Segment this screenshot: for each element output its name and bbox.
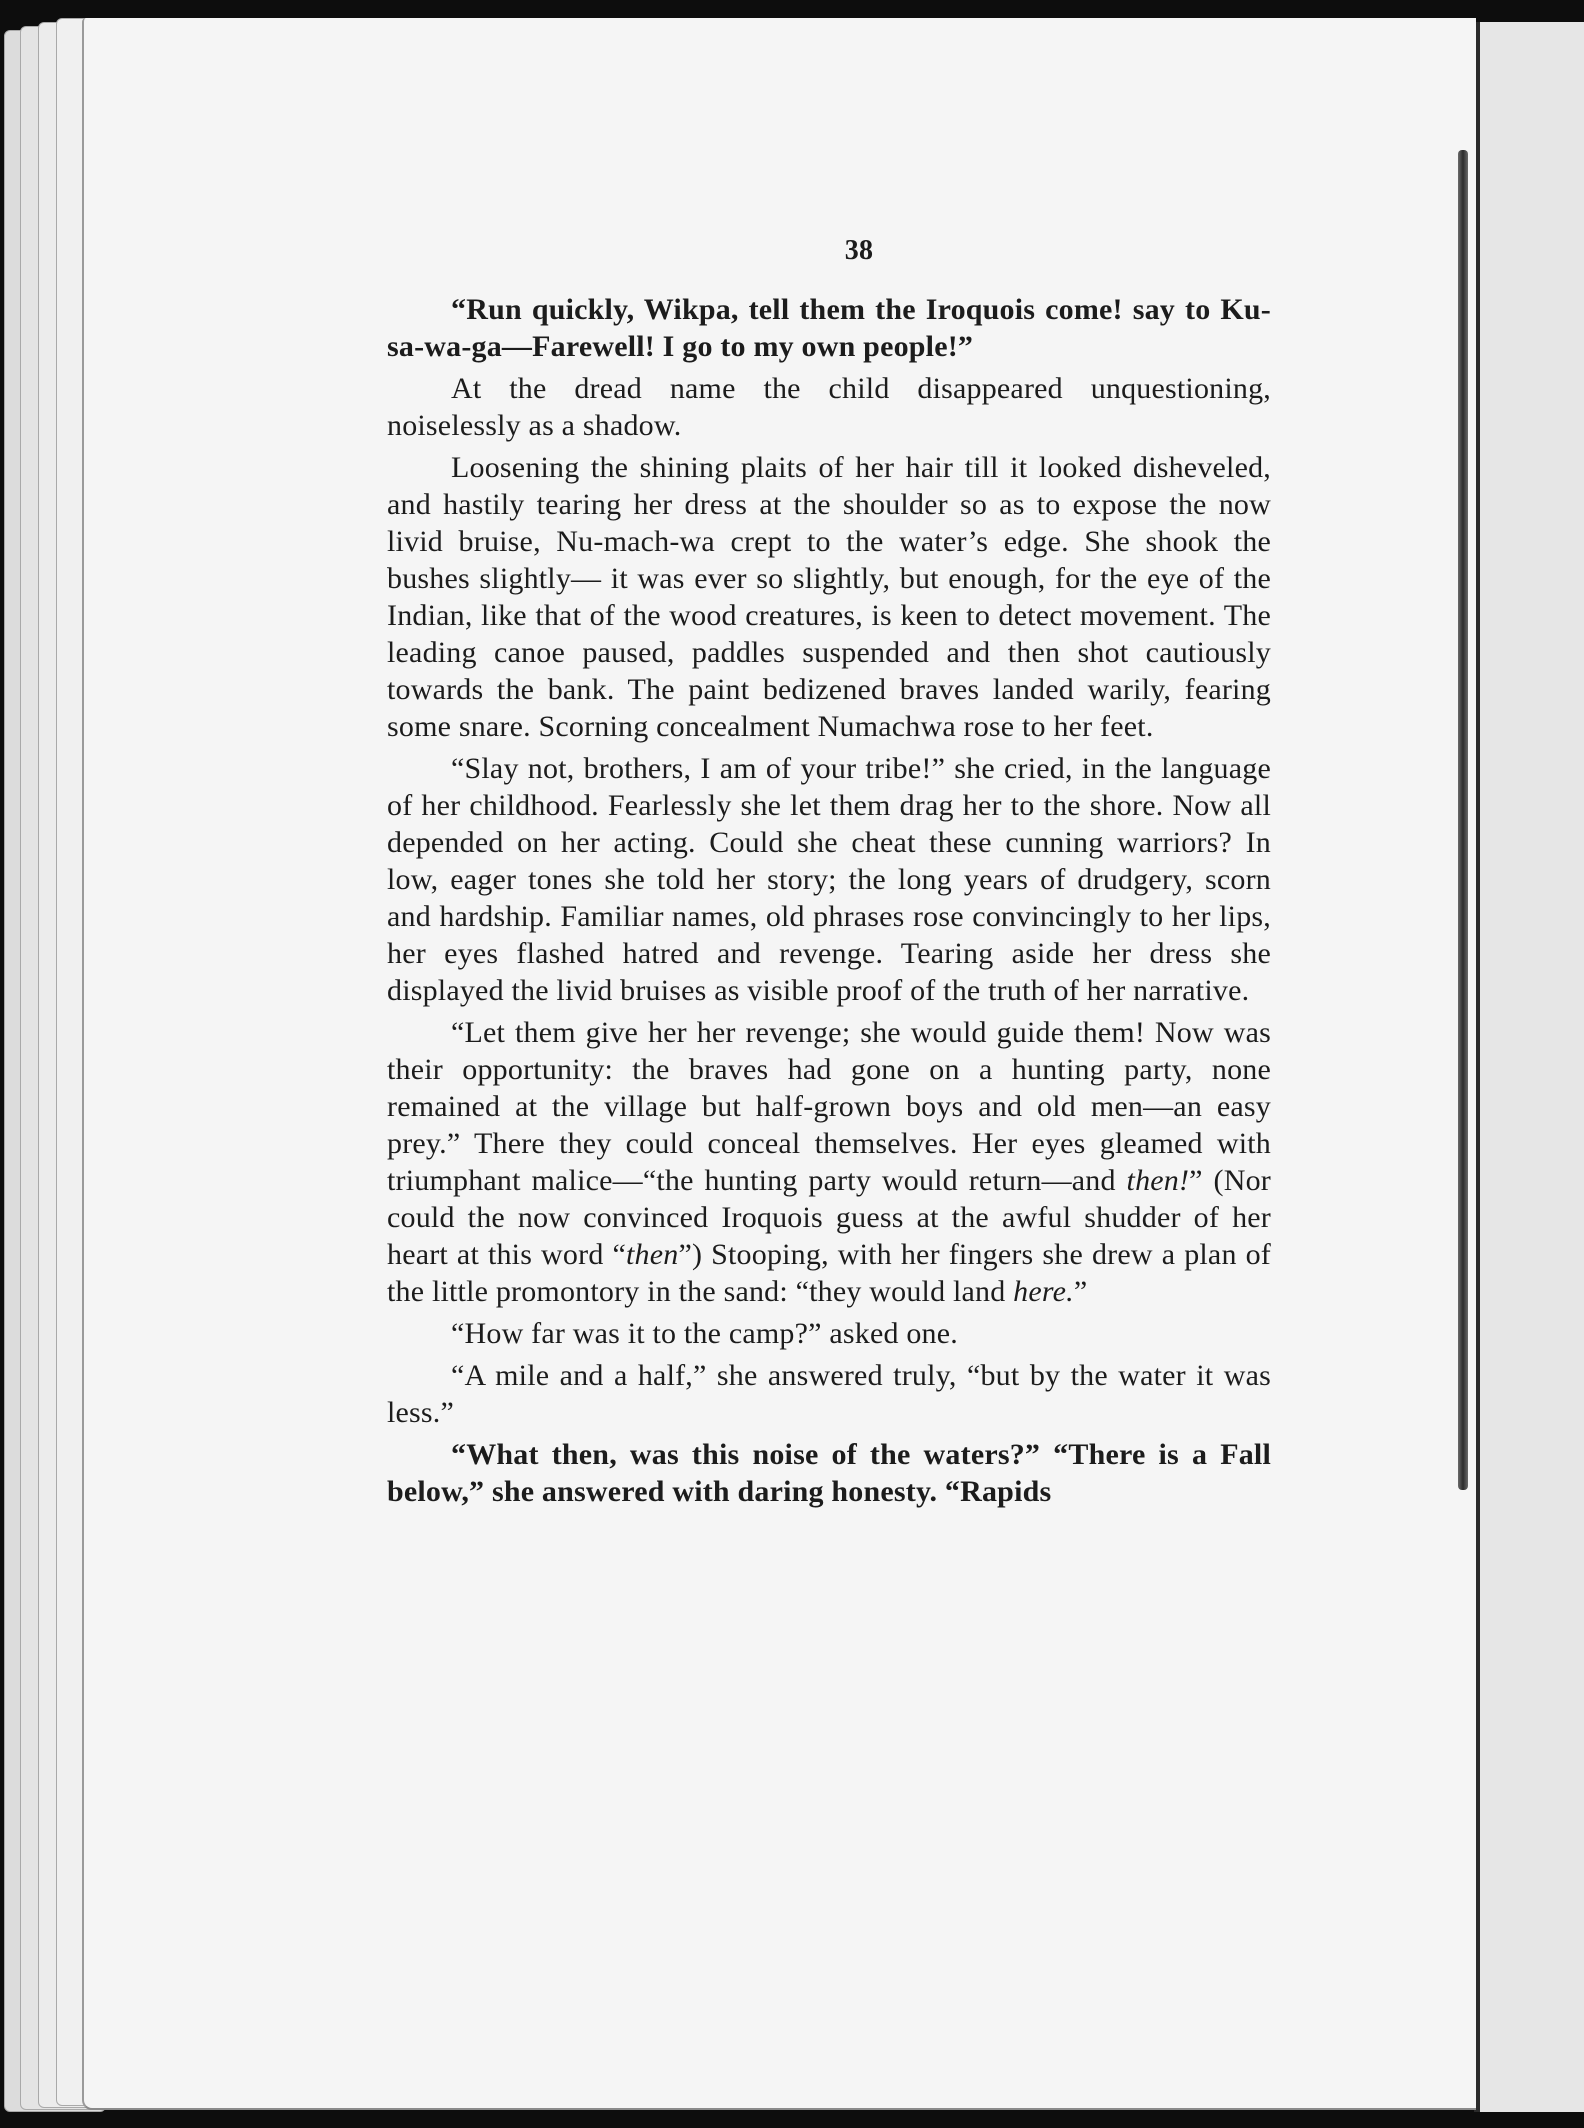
book-binding [1458, 150, 1468, 1490]
italic-word: then! [1126, 1164, 1190, 1197]
paragraph: “A mile and a half,” she answered truly, “but by the water it was less.” [387, 1359, 1271, 1429]
text-run: “Let them give her her revenge; she would guide them! Now was their opportunity: the braves had gone on a hunting party, none remained at the village but half-grown boys and old men—an easy prey.” There they could conceal themselves. Her eyes gleamed with triumphant malice—“the hunting party would return—and [387, 1016, 1271, 1197]
paragraph: Loosening the shining plaits of her hair till it looked disheveled, and hastily tearing her dress at the shoulder so as to expose the now livid bruise, Nu-mach-wa crept to the water’s edge. She shook the bushes slightly— it was ever so slightly, but enough, for the eye of the Indian, like that of the wood creatures, is keen to detect movement. The leading canoe paused, paddles suspended and then shot cautiously towards the bank. The paint bedizened braves landed warily, fearing some snare. Scorning concealment Numachwa rose to her feet. [387, 451, 1271, 743]
paragraph: At the dread name the child disappeared unquestioning, noiselessly as a shadow. [387, 372, 1271, 442]
text-run: ” (Nor could the now convinced Iroquois guess at the awful shudder of her heart at this word “ [387, 1164, 1271, 1271]
text-run: ”) Stooping, with her fingers she drew a plan of the little promontory in the sand: “they would land [387, 1238, 1271, 1308]
page-number: 38 [844, 235, 874, 266]
italic-word: here. [1013, 1275, 1074, 1308]
italic-word: then [626, 1238, 679, 1271]
paragraph [387, 1014, 1271, 1310]
text-run: ” [1073, 1275, 1088, 1308]
paragraph: “How far was it to the camp?” asked one. [451, 1317, 958, 1350]
paragraph: “What then, was this noise of the waters?” “There is a Fall below,” she answered with daring honesty. “Rapids [387, 1438, 1271, 1508]
page-text [387, 222, 1271, 1515]
facing-page-sliver [1474, 22, 1584, 2112]
paragraph: “Run quickly, Wikpa, tell them the Iroquois come! say to Ku-sa-wa-ga—Farewell! I go to my own people!” [387, 293, 1271, 363]
paragraph: “Slay not, brothers, I am of your tribe!” she cried, in the language of her childhood. Fearlessly she let them drag her to the shore. Now all depended on her acting. Could she cheat these cunning warriors? In low, eager tones she told her story; the long years of drudgery, scorn and hardship. Familiar names, old phrases rose convincingly to her lips, her eyes flashed hatred and revenge. Tearing aside her dress she displayed the livid bruises as visible proof of the truth of her narrative. [387, 752, 1271, 1007]
